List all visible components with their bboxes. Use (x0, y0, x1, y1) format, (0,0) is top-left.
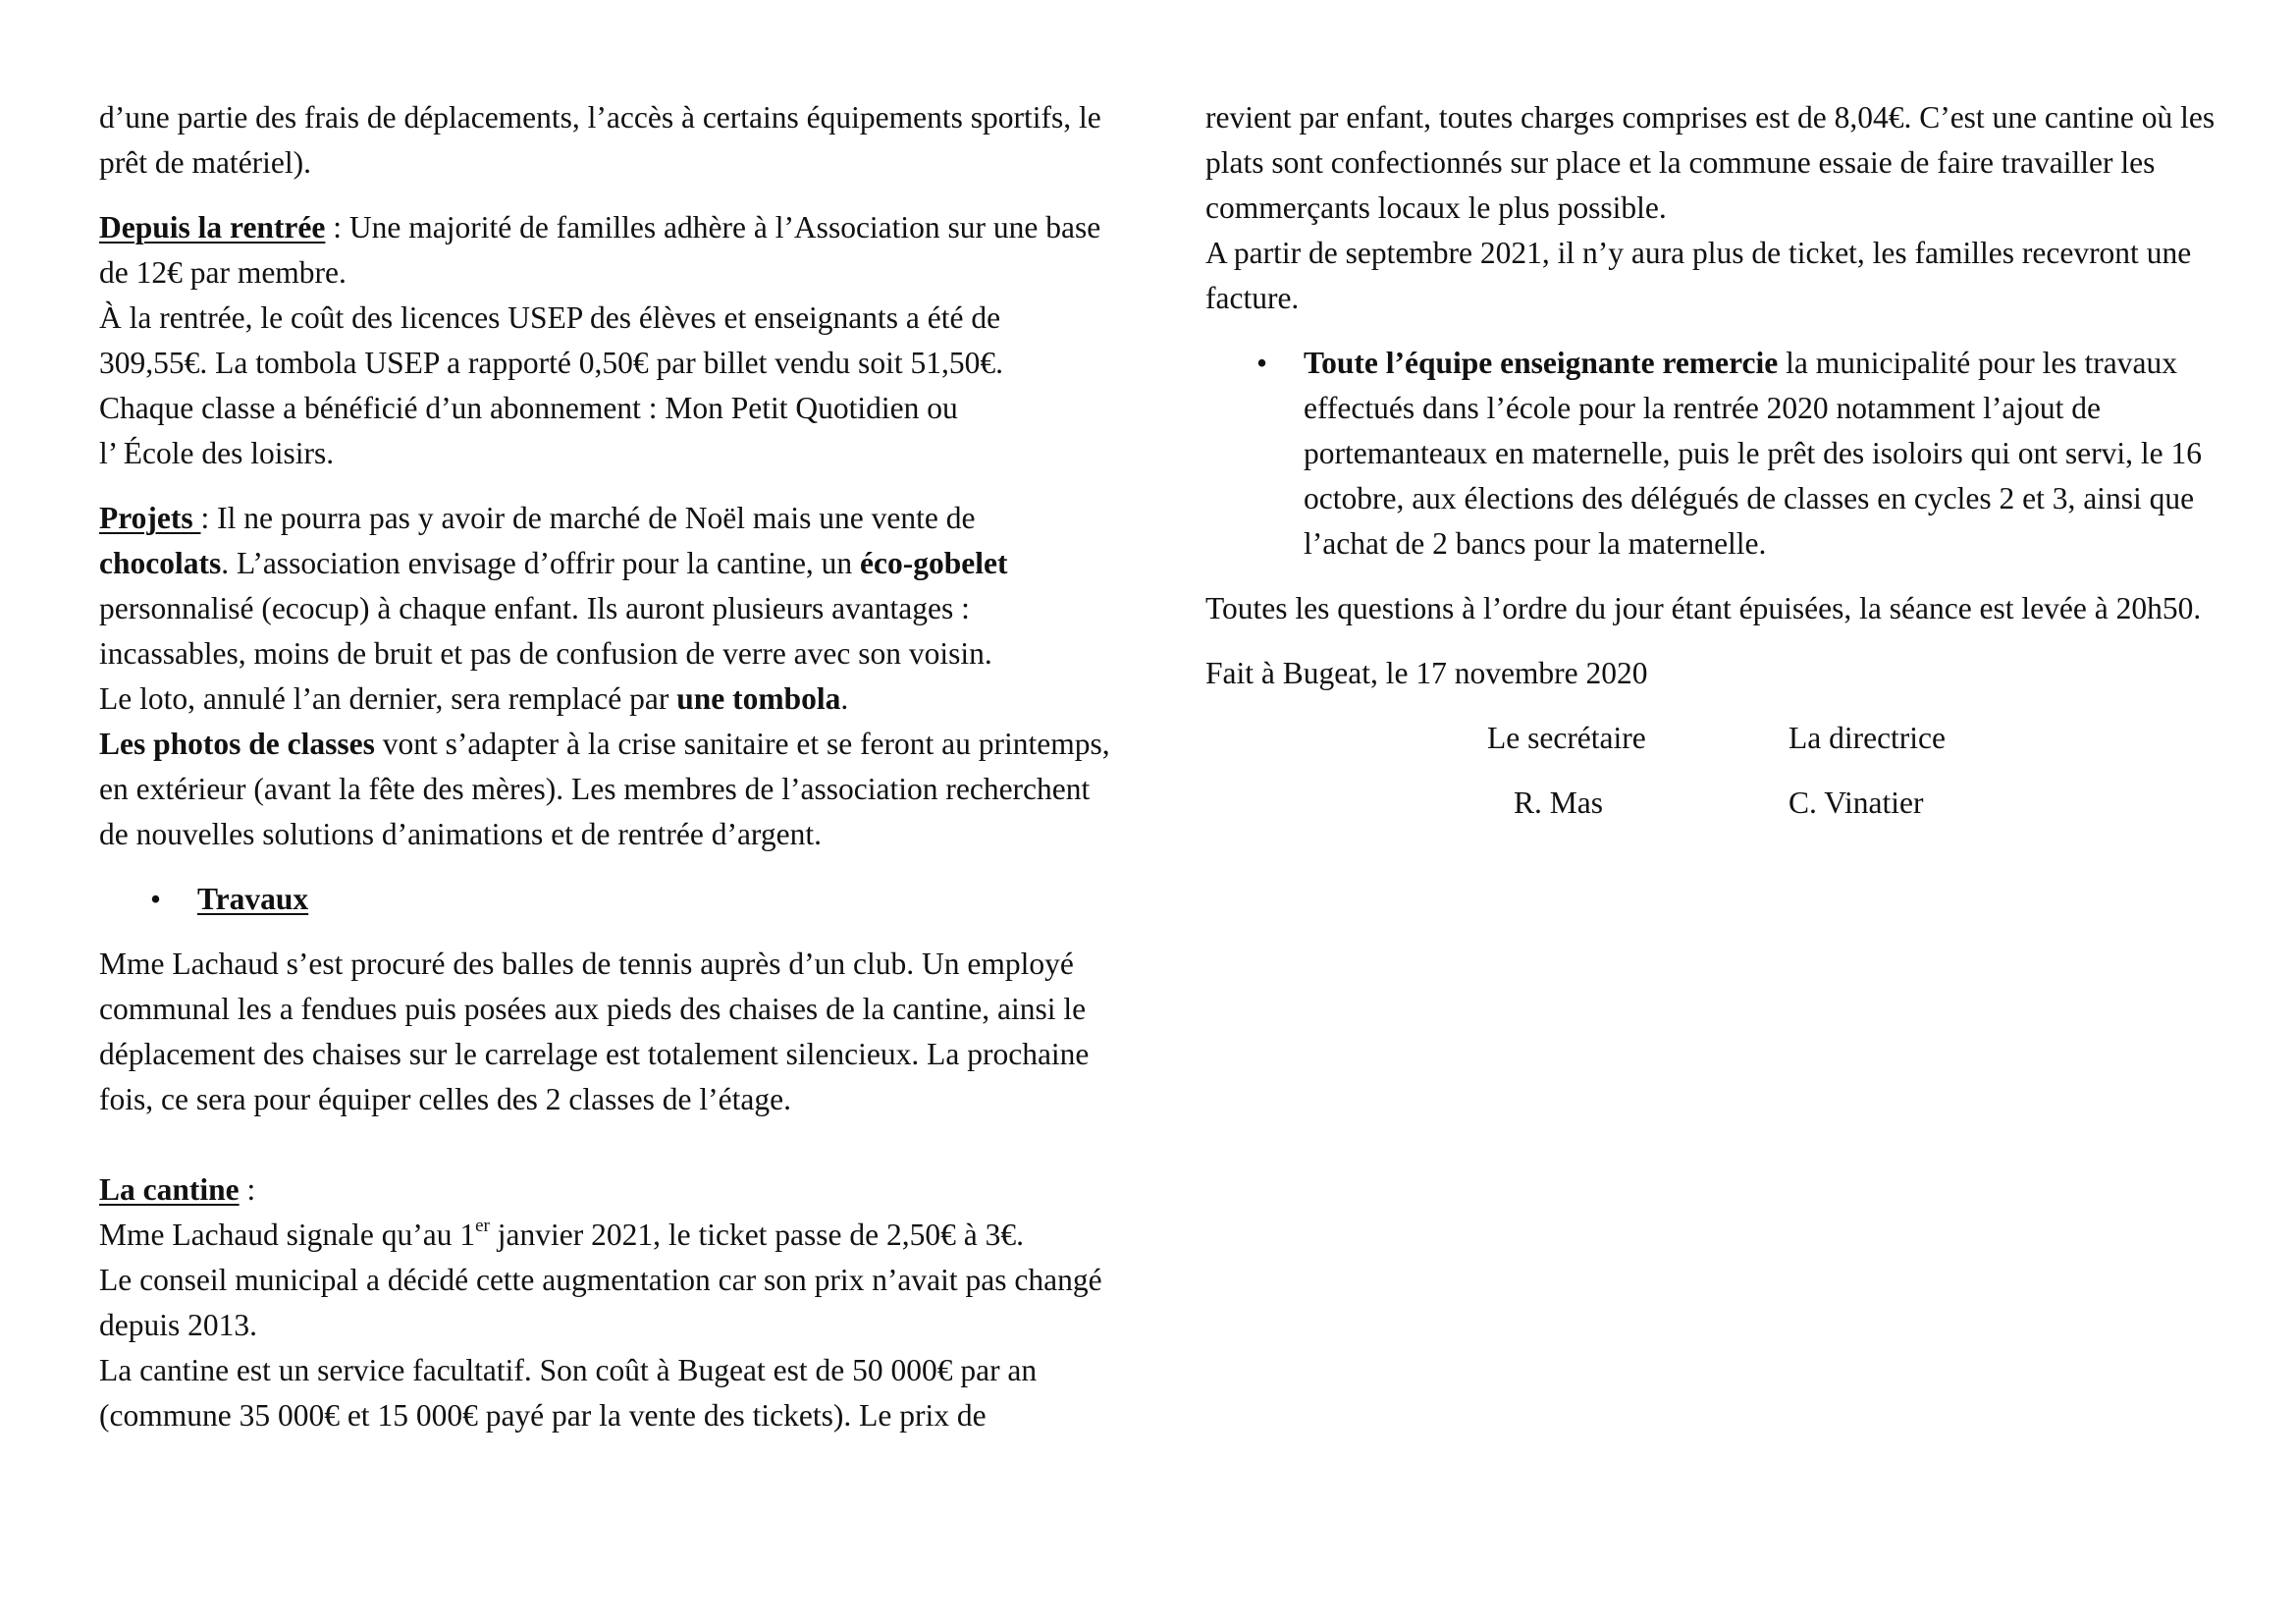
cantine-text-2: janvier 2021, le ticket passe de 2,50€ à 3€. (489, 1218, 1024, 1252)
rentree-section (99, 205, 1110, 476)
signature-place-date: Fait à Bugeat, le 17 novembre 2020 (1205, 656, 1648, 690)
projets-section (99, 496, 1110, 857)
rentree-text-2: À la rentrée, le coût des licences USEP des élèves et enseignants a été de 309,55€. La tombola USEP a rapporté 0,50€ par billet vendu soit 51,50€. (99, 300, 1003, 380)
projets-text-4: Le loto, annulé l’an dernier, sera remplacé par (99, 681, 677, 716)
projets-bold-tombola: une tombola (676, 681, 841, 716)
projets-text-5: . (840, 681, 849, 716)
cantine-text-1: Mme Lachaud signale qu’au 1 (99, 1218, 476, 1252)
rentree-heading: Depuis la rentrée (99, 210, 326, 244)
projets-separator: : (200, 501, 218, 535)
bullet-icon: • (1256, 346, 1268, 380)
rentree-separator: : (325, 210, 349, 244)
travaux-bullet-item (99, 877, 1110, 922)
signature-titles-row (1205, 716, 2216, 761)
projets-text-1: Il ne pourra pas y avoir de marché de Noël mais une vente de (217, 501, 976, 535)
travaux-heading: Travaux (197, 882, 309, 916)
projets-text-3: personnalisé (ecocup) à chaque enfant. Ils auront plusieurs avantages : incassables, moins de bruit et pas de confusion de verre avec son voisin. (99, 591, 992, 671)
directrice-name: C. Vinatier (1789, 785, 1924, 820)
projets-bold-photos: Les photos de classes (99, 727, 375, 761)
projets-heading: Projets (99, 501, 201, 535)
cantine-text-4: La cantine est un service facultatif. Son coût à Bugeat est de 50 000€ par an (commune 35 000€ et 15 000€ payé par la vente des tickets). Le prix de (99, 1353, 1038, 1433)
bullet-icon: • (150, 882, 162, 916)
remerciement-bold: Toute l’équipe enseignante remercie (1304, 346, 1779, 380)
right-column (1205, 95, 2216, 845)
secretaire-name: R. Mas (1514, 785, 1604, 820)
left-column (99, 95, 1110, 1438)
projets-text-2: . L’association envisage d’offrir pour la cantine, un (221, 546, 861, 580)
cantine-separator: : (239, 1172, 256, 1207)
intro-paragraph: d’une partie des frais de déplacements, l’accès à certains équipements sportifs, le prêt de matériel). (99, 100, 1101, 180)
cantine-text-3: Le conseil municipal a décidé cette augmentation car son prix n’avait pas changé depuis 2013. (99, 1263, 1102, 1342)
remerciement-bullet-item (1205, 341, 2216, 567)
rentree-text-1: Une majorité de familles adhère à l’Association sur une base de 12€ par membre. (99, 210, 1101, 290)
directrice-title: La directrice (1789, 721, 1947, 755)
section-spacer (99, 1122, 1110, 1167)
facture-text: A partir de septembre 2021, il n’y aura plus de ticket, les familles recevront une facture. (1205, 236, 2192, 315)
rentree-text-3b: l’ École des loisirs. (99, 436, 335, 470)
projets-bold-ecogobelet: éco-gobelet (860, 546, 1008, 580)
cantine-section (99, 1167, 1110, 1438)
secretaire-title: Le secrétaire (1487, 721, 1646, 755)
projets-text-6: vont s’adapter à la crise sanitaire et se feront au printemps, en extérieur (avant la fête des mères). Les membres de l’association recherchent de nouvelles solutions d’animations et de rentrée d’argent. (99, 727, 1110, 851)
cantine-cont-text: revient par enfant, toutes charges comprises est de 8,04€. C’est une cantine où les plats sont confectionnés sur place et la commune essaie de faire travailler les commerçants locaux le plus possible. (1205, 100, 2216, 225)
cantine-heading: La cantine (99, 1172, 240, 1207)
travaux-paragraph: Mme Lachaud s’est procuré des balles de tennis auprès d’un club. Un employé communal les a fendues puis posées aux pieds des chaises de la cantine, ainsi le déplacement des chaises sur le carrelage est totalement silencieux. La prochaine fois, ce sera pour équiper celles des 2 classes de l’étage. (99, 947, 1090, 1116)
closing-paragraph: Toutes les questions à l’ordre du jour étant épuisées, la séance est levée à 20h50. (1205, 591, 2202, 625)
cantine-continuation (1205, 95, 2216, 321)
projets-bold-chocolats: chocolats (99, 546, 222, 580)
cantine-superscript: er (475, 1216, 490, 1236)
signature-names-row (1205, 781, 2216, 826)
rentree-text-3a: Chaque classe a bénéficié d’un abonnement : Mon Petit Quotidien ou (99, 391, 958, 425)
remerciement-text: la municipalité pour les travaux effectués dans l’école pour la rentrée 2020 notamment l’ajout de portemanteaux en maternelle, puis le prêt des isoloirs qui ont servi, le 16 octobre, aux élections des délégués de classes en cycles 2 et 3, ainsi que l’achat de 2 bancs pour la maternelle. (1304, 346, 2203, 561)
